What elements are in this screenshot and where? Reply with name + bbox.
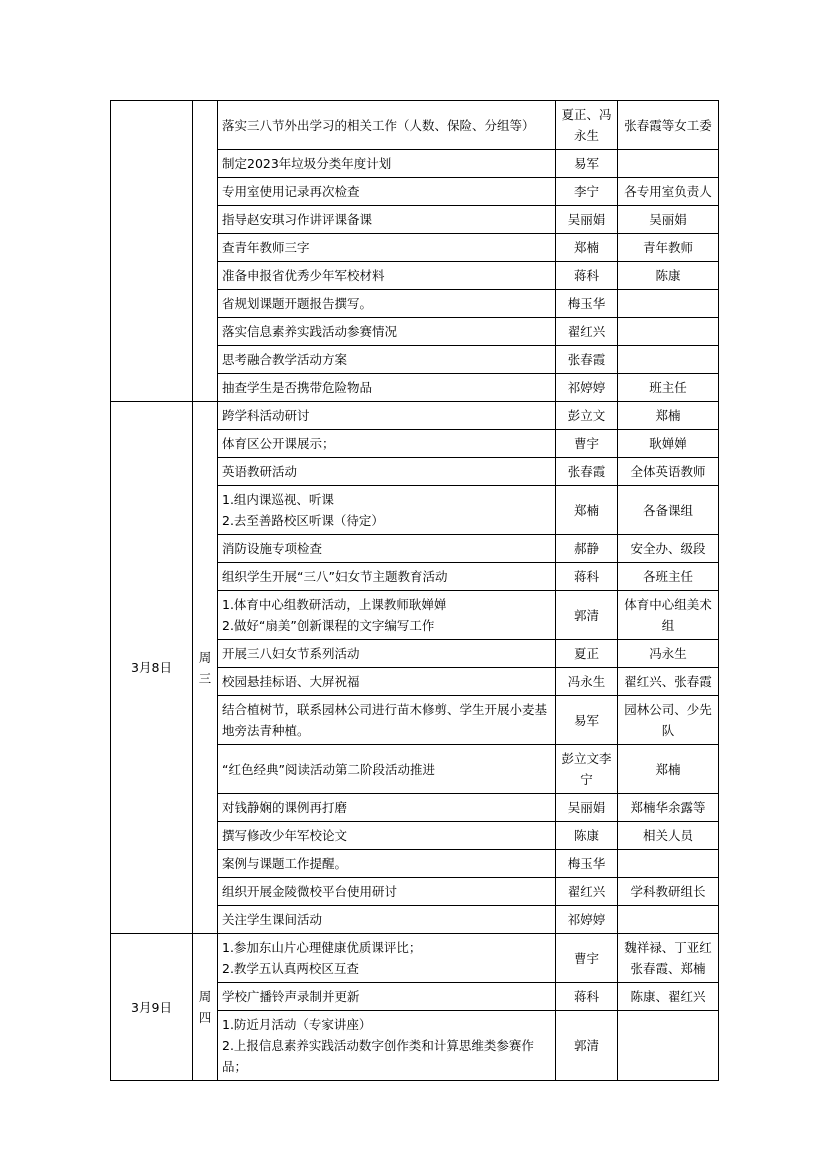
person-in-charge-cell: 梅玉华 xyxy=(556,850,618,878)
collaborator-cell: 安全办、级段 xyxy=(618,535,719,563)
person-in-charge-cell: 易军 xyxy=(556,696,618,745)
task-cell xyxy=(218,346,556,374)
task-line: 落实三八节外出学习的相关工作（人数、保险、分组等） xyxy=(222,117,535,133)
weekday-cell xyxy=(193,101,218,402)
task-cell xyxy=(218,696,556,745)
task-cell xyxy=(218,934,556,983)
collaborator-cell xyxy=(618,346,719,374)
task-line: 体育区公开课展示； xyxy=(222,436,335,451)
collaborator-cell xyxy=(618,150,719,178)
task-cell xyxy=(218,878,556,906)
person-in-charge-cell: 曹宇 xyxy=(556,934,618,983)
person-in-charge-cell: 易军 xyxy=(556,150,618,178)
task-cell xyxy=(218,486,556,535)
task-line: 2.去至善路校区听课（待定） xyxy=(222,513,384,528)
person-in-charge-cell: 吴丽娟 xyxy=(556,794,618,822)
collaborator-cell: 学科教研组长 xyxy=(618,878,719,906)
task-cell xyxy=(218,430,556,458)
collaborator-cell: 耿婵婵 xyxy=(618,430,719,458)
task-cell xyxy=(218,150,556,178)
work-schedule-table xyxy=(110,100,719,1081)
task-cell xyxy=(218,668,556,696)
schedule-row xyxy=(111,402,719,430)
person-in-charge-cell: 郑楠 xyxy=(556,234,618,262)
task-line: 校园悬挂标语、大屏祝福 xyxy=(222,674,360,689)
task-cell xyxy=(218,983,556,1011)
collaborator-cell: 陈康 xyxy=(618,262,719,290)
collaborator-cell: 各备课组 xyxy=(618,486,719,535)
collaborator-cell: 青年教师 xyxy=(618,234,719,262)
task-cell xyxy=(218,850,556,878)
person-in-charge-cell: 冯永生 xyxy=(556,668,618,696)
task-cell xyxy=(218,1011,556,1081)
task-cell xyxy=(218,402,556,430)
task-cell xyxy=(218,794,556,822)
task-line: 关注学生课间活动 xyxy=(222,912,323,927)
task-line: 开展三八妇女节系列活动 xyxy=(222,646,360,661)
collaborator-cell: 冯永生 xyxy=(618,640,719,668)
task-line: 结合植树节，联系园林公司进行苗木修剪、学生开展小麦基地旁法青种植。 xyxy=(222,702,548,738)
person-in-charge-cell: 陈康 xyxy=(556,822,618,850)
task-line: 跨学科活动研讨 xyxy=(222,408,310,423)
task-line: 撰写修改少年军校论文 xyxy=(222,828,348,843)
task-cell xyxy=(218,822,556,850)
person-in-charge-cell: 蒋科 xyxy=(556,262,618,290)
person-in-charge-cell: 梅玉华 xyxy=(556,290,618,318)
person-in-charge-cell: 夏正 xyxy=(556,640,618,668)
task-cell xyxy=(218,206,556,234)
task-cell xyxy=(218,458,556,486)
task-line: 组织学生开展“三八”妇女节主题教育活动 xyxy=(222,569,448,584)
task-line: 专用室使用记录再次检查 xyxy=(222,184,360,199)
person-in-charge-cell: 翟红兴 xyxy=(556,318,618,346)
task-line: 2.做好“扇美”创新课程的文字编写工作 xyxy=(222,618,435,633)
task-line: 1.组内课巡视、听课 xyxy=(222,492,334,507)
collaborator-cell: 各专用室负责人 xyxy=(618,178,719,206)
person-in-charge-cell: 郝静 xyxy=(556,535,618,563)
person-in-charge-cell: 郑楠 xyxy=(556,486,618,535)
task-cell xyxy=(218,290,556,318)
person-in-charge-cell: 李宁 xyxy=(556,178,618,206)
collaborator-cell xyxy=(618,318,719,346)
task-line: “红色经典”阅读活动第二阶段活动推进 xyxy=(222,761,435,777)
person-in-charge-cell: 彭立文 xyxy=(556,402,618,430)
collaborator-cell: 魏祥禄、丁亚红张春霞、郑楠 xyxy=(618,934,719,983)
collaborator-cell xyxy=(618,290,719,318)
date-cell xyxy=(111,101,193,402)
task-line: 消防设施专项检查 xyxy=(222,541,323,556)
person-in-charge-cell: 吴丽娟 xyxy=(556,206,618,234)
weekday-cell: 周三 xyxy=(193,402,218,934)
task-cell xyxy=(218,318,556,346)
collaborator-cell xyxy=(618,906,719,934)
task-line: 1.体育中心组教研活动，上课教师耿婵婵 xyxy=(222,597,447,612)
task-line: 准备申报省优秀少年军校材料 xyxy=(222,268,385,283)
person-in-charge-cell: 祁婷婷 xyxy=(556,906,618,934)
collaborator-cell: 相关人员 xyxy=(618,822,719,850)
task-line: 对钱静娴的课例再打磨 xyxy=(222,800,348,815)
weekday-cell: 周四 xyxy=(193,934,218,1081)
person-in-charge-cell: 郭清 xyxy=(556,1011,618,1081)
collaborator-cell: 园林公司、少先队 xyxy=(618,696,719,745)
task-line: 抽查学生是否携带危险物品 xyxy=(222,380,373,395)
task-line: 学校广播铃声录制并更新 xyxy=(222,989,360,1004)
task-line: 英语教研活动 xyxy=(222,464,298,479)
person-in-charge-cell: 蒋科 xyxy=(556,563,618,591)
task-cell xyxy=(218,101,556,150)
collaborator-cell: 各班主任 xyxy=(618,563,719,591)
task-cell xyxy=(218,374,556,402)
collaborator-cell: 翟红兴、张春霞 xyxy=(618,668,719,696)
task-line: 查青年教师三字 xyxy=(222,240,310,255)
task-line: 1.防近月活动（专家讲座） xyxy=(222,1017,372,1032)
person-in-charge-cell: 蒋科 xyxy=(556,983,618,1011)
collaborator-cell: 郑楠华余露等 xyxy=(618,794,719,822)
date-cell: 3月8日 xyxy=(111,402,193,934)
task-line: 指导赵安琪习作讲评课备课 xyxy=(222,212,373,227)
collaborator-cell xyxy=(618,1011,719,1081)
task-cell xyxy=(218,906,556,934)
task-cell xyxy=(218,262,556,290)
task-cell xyxy=(218,745,556,794)
collaborator-cell: 郑楠 xyxy=(618,402,719,430)
person-in-charge-cell: 张春霞 xyxy=(556,346,618,374)
person-in-charge-cell: 曹宇 xyxy=(556,430,618,458)
collaborator-cell: 全体英语教师 xyxy=(618,458,719,486)
collaborator-cell xyxy=(618,850,719,878)
task-cell xyxy=(218,640,556,668)
task-line: 思考融合教学活动方案 xyxy=(222,352,348,367)
collaborator-cell: 郑楠 xyxy=(618,745,719,794)
task-line: 制定2023年垃圾分类年度计划 xyxy=(222,156,392,171)
person-in-charge-cell: 夏正、冯永生 xyxy=(556,101,618,150)
collaborator-cell: 吴丽娟 xyxy=(618,206,719,234)
task-cell xyxy=(218,234,556,262)
collaborator-cell: 张春霞等女工委 xyxy=(618,101,719,150)
task-cell xyxy=(218,535,556,563)
person-in-charge-cell: 郭清 xyxy=(556,591,618,640)
task-line: 省规划课题开题报告撰写。 xyxy=(222,296,373,311)
person-in-charge-cell: 祁婷婷 xyxy=(556,374,618,402)
collaborator-cell: 体育中心组美术组 xyxy=(618,591,719,640)
schedule-row xyxy=(111,934,719,983)
task-line: 1.参加东山片心理健康优质课评比； xyxy=(222,940,422,955)
person-in-charge-cell: 翟红兴 xyxy=(556,878,618,906)
task-line: 2.上报信息素养实践活动数字创作类和计算思维类参赛作品； xyxy=(222,1038,534,1074)
person-in-charge-cell: 张春霞 xyxy=(556,458,618,486)
task-line: 落实信息素养实践活动参赛情况 xyxy=(222,324,398,339)
task-cell xyxy=(218,178,556,206)
task-cell xyxy=(218,563,556,591)
schedule-row xyxy=(111,101,719,150)
task-line: 案例与课题工作提醒。 xyxy=(222,856,348,871)
task-line: 组织开展金陵微校平台使用研讨 xyxy=(222,884,398,899)
collaborator-cell: 班主任 xyxy=(618,374,719,402)
date-cell: 3月9日 xyxy=(111,934,193,1081)
collaborator-cell: 陈康、翟红兴 xyxy=(618,983,719,1011)
task-line: 2.教学五认真两校区互查 xyxy=(222,961,359,976)
task-cell xyxy=(218,591,556,640)
person-in-charge-cell: 彭立文李宁 xyxy=(556,745,618,794)
